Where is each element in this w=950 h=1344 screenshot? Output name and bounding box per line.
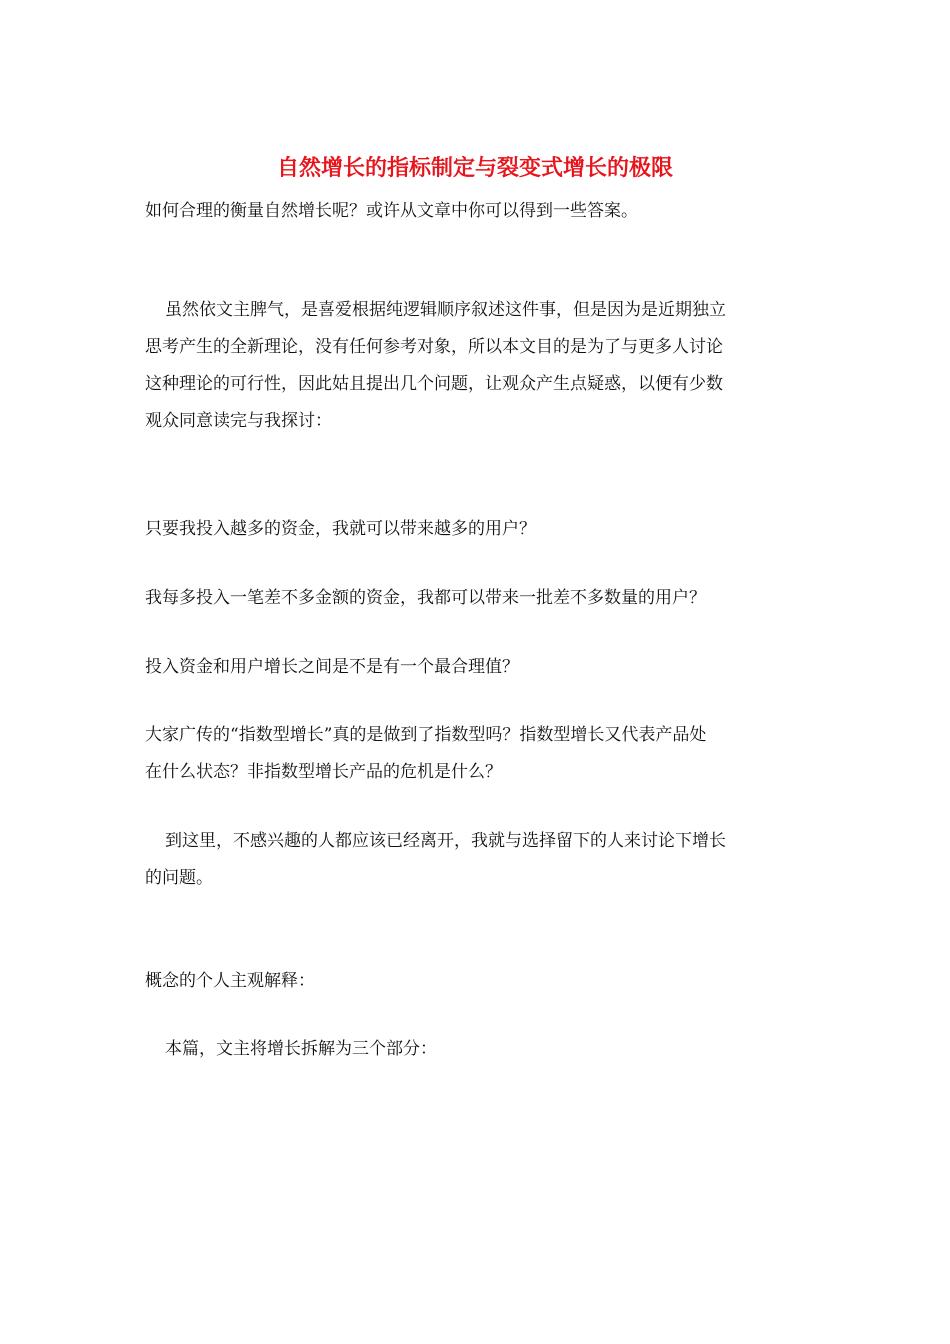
paragraph-1-line: 思考产生的全新理论，没有任何参考对象，所以本文目的是为了与更多人讨论 — [145, 337, 723, 357]
paragraph-2 — [145, 823, 810, 897]
question-2: 我每多投入一笔差不多金额的资金，我都可以带来一批差不多数量的用户？ — [145, 588, 706, 608]
paragraph-3: 本篇，文主将增长拆解为三个部分： — [165, 1039, 437, 1059]
paragraph-2-line: 到这里，不感兴趣的人都应该已经离开，我就与选择留下的人来讨论下增长 — [165, 831, 726, 851]
intro-paragraph: 如何合理的衡量自然增长呢？或许从文章中你可以得到一些答案。 — [145, 201, 638, 221]
document-title: 自然增长的指标制定与裂变式增长的极限 — [276, 155, 673, 181]
paragraph-1-line: 虽然依文主脾气，是喜爱根据纯逻辑顺序叙述这件事，但是因为是近期独立 — [165, 300, 726, 320]
paragraph-1 — [145, 292, 810, 440]
concept-heading: 概念的个人主观解释： — [145, 971, 315, 991]
question-4 — [145, 717, 810, 791]
paragraph-1-line: 观众同意读完与我探讨： — [145, 411, 332, 431]
question-1: 只要我投入越多的资金，我就可以带来越多的用户？ — [145, 519, 536, 539]
question-4-line: 在什么状态？非指数型增长产品的危机是什么？ — [145, 762, 502, 782]
paragraph-1-line: 这种理论的可行性，因此姑且提出几个问题，让观众产生点疑惑，以便有少数 — [145, 374, 723, 394]
question-4-line: 大家广传的“指数型增长”真的是做到了指数型吗？指数型增长又代表产品处 — [145, 725, 707, 745]
question-3: 投入资金和用户增长之间是不是有一个最合理值？ — [145, 657, 519, 677]
paragraph-2-line: 的问题。 — [145, 868, 213, 888]
